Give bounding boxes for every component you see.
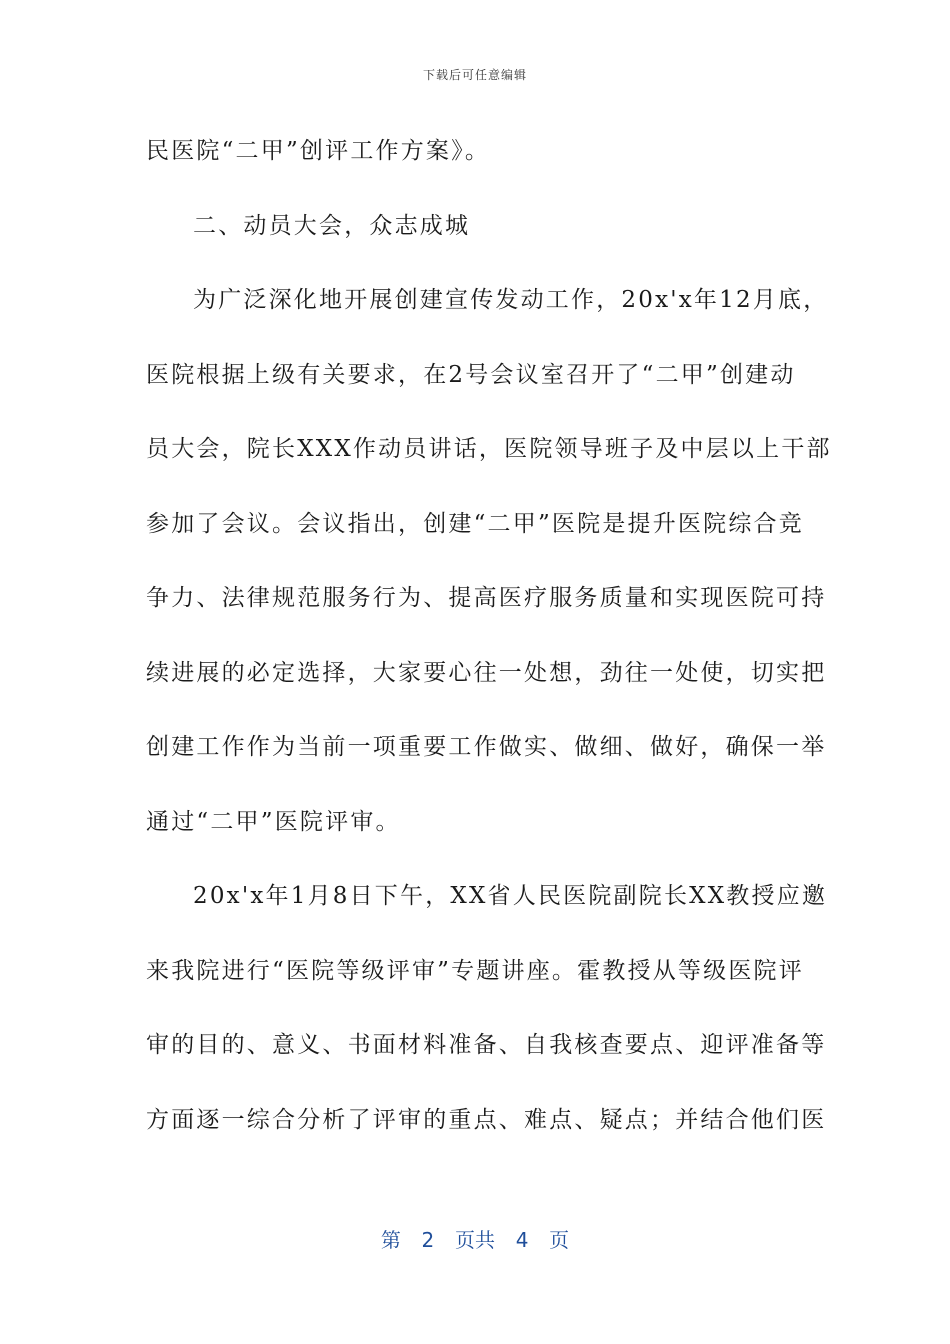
text-line: 方面逐一综合分析了评审的重点、难点、疑点；并结合他们医 [146,1106,827,1133]
text-line: 医院根据上级有关要求，在2号会议室召开了“二甲”创建动 [146,361,796,388]
text-line: 员大会，院长XXX作动员讲话，医院领导班子及中层以上干部 [146,436,832,462]
document-body [146,114,832,1157]
text-line: 参加了会议。会议指出，创建“二甲”医院是提升医院综合竞 [146,510,804,537]
page-number: 第 2 页共 4 页 [380,1228,570,1252]
page-footer [0,1224,950,1253]
text-line: 为广泛深化地开展创建宣传发动工作，20x'x年12月底， [193,287,829,313]
text-line: 通过“二甲”医院评审。 [146,808,401,835]
text-line: 续进展的必定选择，大家要心往一处想，劲往一处使，切实把 [146,659,827,686]
text-line: 审的目的、意义、书面材料准备、自我核查要点、迎评准备等 [146,1032,827,1058]
text-line: 来我院进行“医院等级评审”专题讲座。霍教授从等级医院评 [146,957,804,984]
text-line: 创建工作作为当前一项重要工作做实、做细、做好，确保一举 [146,734,827,760]
text-line: 民医院“二甲”创评工作方案》。 [146,138,491,164]
page-header: 下载后可任意编辑 [422,68,527,82]
section-heading: 二、动员大会，众志成城 [193,212,471,239]
text-line: 争力、法律规范服务行为、提高医疗服务质量和实现医院可持 [146,585,827,611]
text-line: 20x'x年1月8日下午，XX省人民医院副院长XX教授应邀 [193,883,828,909]
